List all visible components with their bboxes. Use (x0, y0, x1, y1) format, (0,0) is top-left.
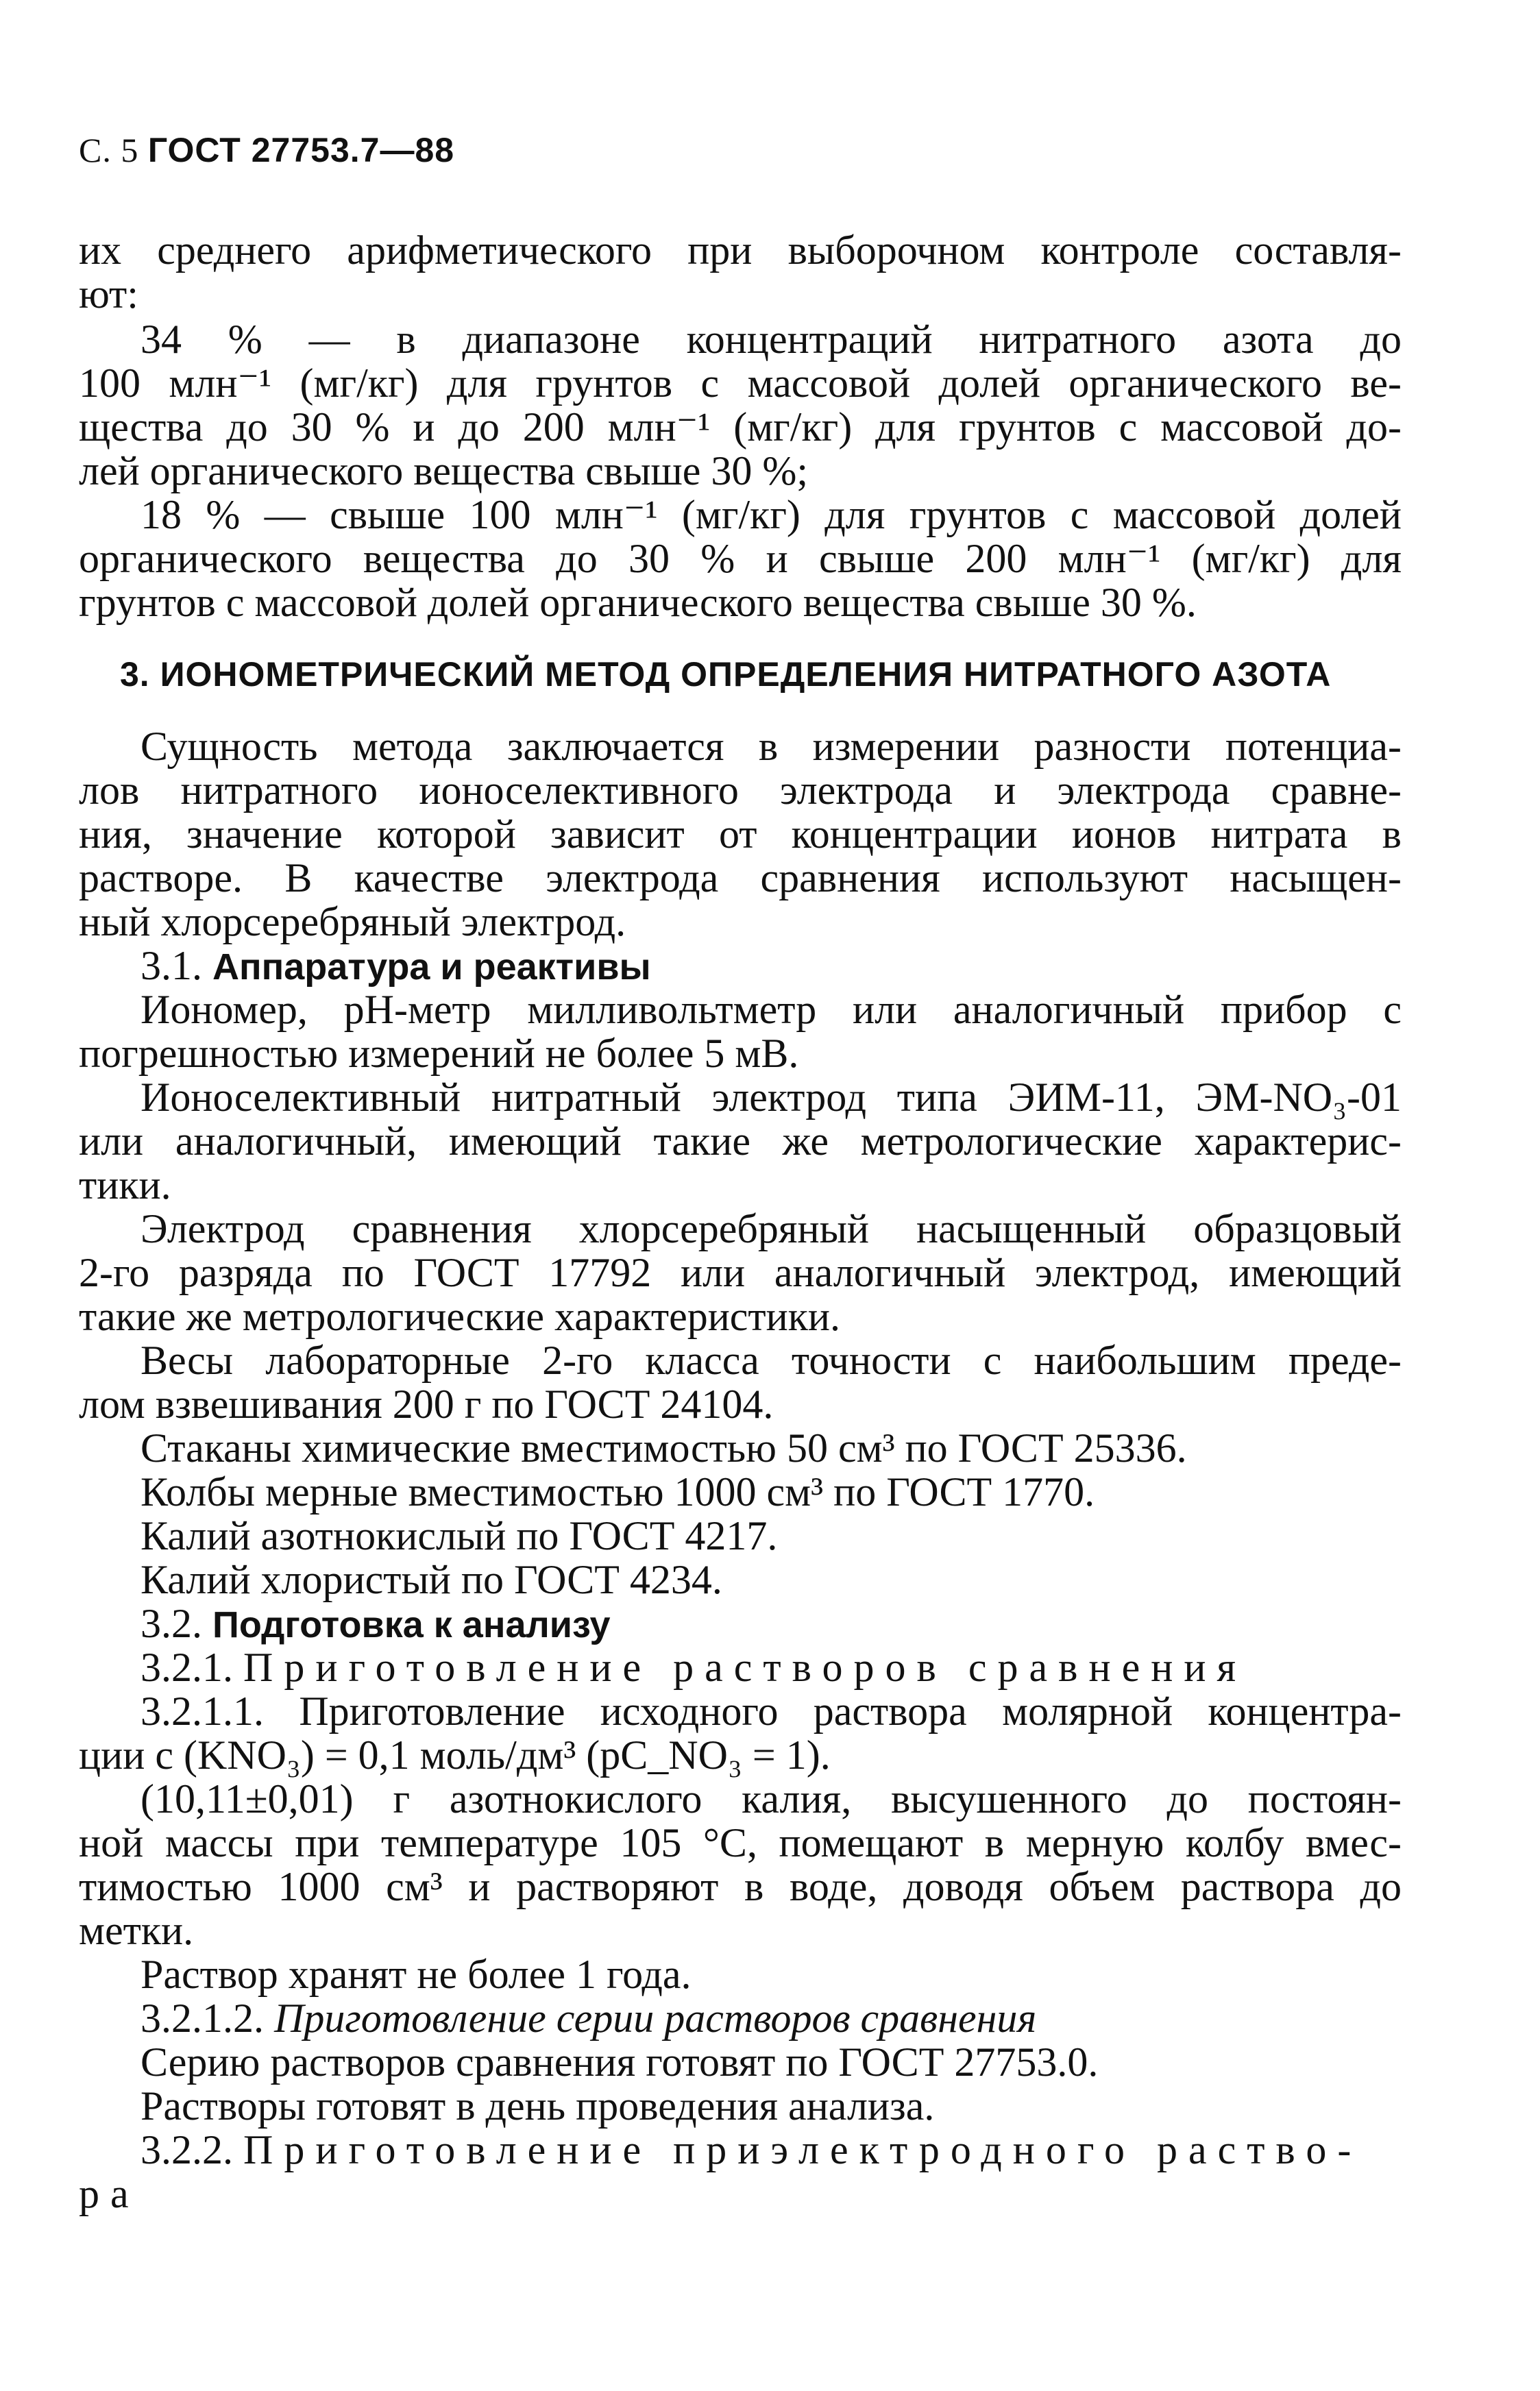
text-line: ра (79, 2171, 140, 2216)
subsection-title: Приготовление серии растворов сравнения (274, 1996, 1037, 2041)
list-item: Стаканы химические вместимостью 50 см³ по ГОСТ 25336. (140, 1425, 1187, 1471)
text-line: 34 % — в диапазоне концентраций нитратного азота до (140, 317, 1402, 362)
text-line: ный хлорсеребряный электрод. (79, 899, 626, 944)
subsection-number: 3.2.2. (140, 2127, 233, 2172)
subsection-title: Подготовка к анализу (212, 1604, 611, 1645)
text-line: ной массы при температуре 105 °С, помещают в мерную колбу вмес- (79, 1820, 1402, 1865)
text-line: растворе. В качестве электрода сравнения используют насыщен- (79, 855, 1402, 900)
text-line: лей органического вещества свыше 30 %; (79, 448, 809, 493)
list-item: Колбы мерные вместимостью 1000 см³ по ГОСТ 1770. (140, 1469, 1095, 1515)
text-line: 100 млн⁻¹ (мг/кг) для грунтов с массовой долей органического ве- (79, 360, 1402, 406)
text-line: тики. (79, 1162, 171, 1207)
text-line: лов нитратного ионоселективного электрода и электрода сравне- (79, 768, 1402, 813)
page-header (79, 130, 454, 170)
text-line: такие же метрологические характеристики. (79, 1294, 841, 1339)
text-line: лом взвешивания 200 г по ГОСТ 24104. (79, 1382, 774, 1427)
text-line: Иономер, pH-метр милливольтметр или аналогичный прибор с (140, 987, 1402, 1032)
subsection-title: Приготовление растворов сравнения (243, 1645, 1247, 1690)
subsection-heading (140, 1602, 611, 1647)
text-line: или аналогичный, имеющий такие же метрологические характерис- (79, 1118, 1402, 1164)
text-line: 3.2.1.1. Приготовление исходного раствора молярной концентра- (140, 1689, 1402, 1734)
text-line: Растворы готовят в день проведения анализа. (140, 2083, 935, 2129)
text-line: Электрод сравнения хлорсеребряный насыщенный образцовый (140, 1206, 1402, 1251)
text-line: ют: (79, 271, 138, 317)
text-line: Раствор хранят не более 1 года. (140, 1952, 692, 1997)
text-line: грунтов с массовой долей органического вещества свыше 30 %. (79, 580, 1197, 625)
subsection-heading (140, 944, 651, 989)
subsection-heading (140, 1996, 1036, 2040)
list-item: Калий азотнокислый по ГОСТ 4217. (140, 1513, 778, 1558)
text-line: 18 % — свыше 100 млн⁻¹ (мг/кг) для грунтов с массовой долей (140, 492, 1402, 537)
subsection-number: 3.2.1.2. (140, 1996, 264, 2041)
subsection-number: 3.2.1. (140, 1645, 233, 1690)
subsection-heading (140, 2128, 1362, 2172)
text-line: Весы лабораторные 2-го класса точности с наибольшим преде- (140, 1338, 1402, 1383)
standard-code: ГОСТ 27753.7—88 (147, 131, 455, 169)
text-line: Сущность метода заключается в измерении разности потенциа- (140, 724, 1402, 769)
text-line: 2-го разряда по ГОСТ 17792 или аналогичный электрод, имеющий (79, 1250, 1402, 1295)
text-line: ния, значение которой зависит от концентрации ионов нитрата в (79, 811, 1402, 857)
text-line: щества до 30 % и до 200 млн⁻¹ (мг/кг) для грунтов с массовой до- (79, 404, 1402, 450)
text-line: (10,11±0,01) г азотнокислого калия, высушенного до постоян- (140, 1776, 1402, 1822)
text-line: тимостью 1000 см³ и растворяют в воде, доводя объем раствора до (79, 1864, 1402, 1909)
subsection-heading (140, 1645, 1247, 1689)
subsection-number: 3.1. (140, 943, 202, 988)
text-line: Серию растворов сравнения готовят по ГОСТ 27753.0. (140, 2039, 1099, 2085)
subsection-title: Приготовление приэлектродного раство- (243, 2127, 1362, 2172)
text-line: Ионоселективный нитратный электрод типа ЭИМ-11, ЭМ-NO₃-01 (140, 1075, 1402, 1120)
subsection-number: 3.2. (140, 1601, 202, 1646)
subsection-title: Аппаратура и реактивы (212, 946, 651, 988)
text-line: их среднего арифметического при выборочном контроле составля- (79, 228, 1402, 273)
page-number: С. 5 (79, 131, 139, 169)
section-title: 3. ИОНОМЕТРИЧЕСКИЙ МЕТОД ОПРЕДЕЛЕНИЯ НИТРАТНОГО АЗОТА (120, 655, 1332, 694)
list-item: Калий хлористый по ГОСТ 4234. (140, 1557, 722, 1602)
text-line: погрешностью измерений не более 5 мВ. (79, 1031, 799, 1076)
text-line: ции c (KNO₃) = 0,1 моль/дм³ (pC_NO₃ = 1). (79, 1732, 831, 1778)
text-line: метки. (79, 1908, 194, 1953)
text-line: органического вещества до 30 % и свыше 200 млн⁻¹ (мг/кг) для (79, 536, 1402, 581)
